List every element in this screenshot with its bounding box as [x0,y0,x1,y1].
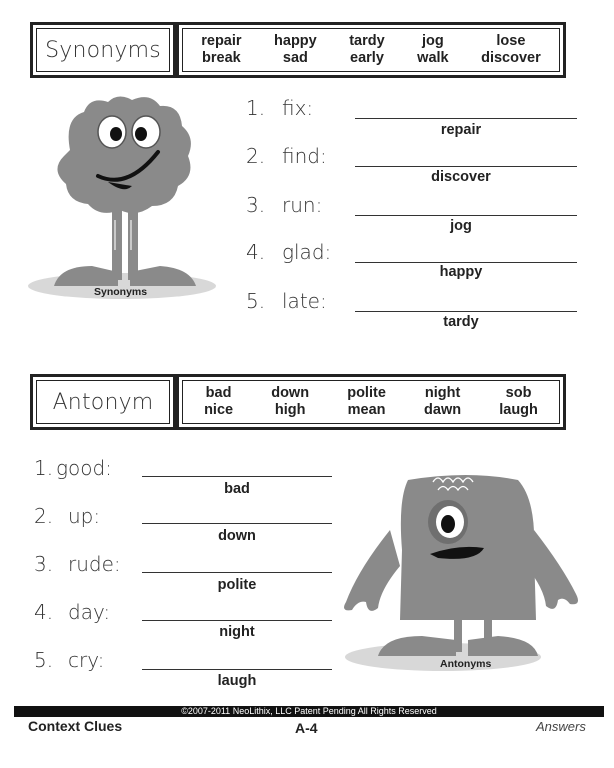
antonym-answer-4: night [219,624,255,640]
footer-label: Answers [536,719,586,734]
question-word: run: [282,193,323,217]
word-bank-word: down [271,385,310,401]
word-pair [424,385,461,419]
question-number: 5. [246,289,266,313]
answer-line [355,166,577,167]
answer-line [355,118,577,119]
question-word: glad: [282,240,332,264]
answer-line [355,215,577,216]
antonym-answer-5: laugh [217,673,257,689]
word-pair [499,385,538,419]
page-number: A-4 [295,720,318,736]
word-bank-word: sob [505,385,532,401]
answer-line [142,523,332,524]
word-bank-word: discover [481,50,541,66]
question-word: fix: [282,96,314,120]
word-bank-word: laugh [499,402,538,418]
answer-line [355,311,577,312]
question-word: late: [282,289,327,313]
copyright-bar: ©2007-2011 NeoLithix, LLC Patent Pending All Rights Reserved [14,706,604,717]
question-number: 1. [246,96,266,120]
question-number: 2. [246,144,266,168]
antonyms-word-bank [176,374,566,430]
word-pair [274,33,317,67]
synonyms-monster-caption: Synonyms [94,286,148,298]
synonyms-monster-illustration [20,90,225,305]
word-bank-word: jog [422,33,444,49]
word-bank-word: happy [274,33,317,49]
word-bank-word: mean [347,402,386,418]
word-pair [349,33,384,67]
answer-line [355,262,577,263]
question-number: 5. [34,648,54,672]
question-word: day: [68,600,111,624]
word-pair [271,385,309,419]
word-bank-word: tardy [349,33,385,49]
word-bank-word: bad [205,385,232,401]
question-number: 3. [246,193,266,217]
answer-line [142,620,332,621]
word-bank-word: polite [347,385,386,401]
antonyms-monster-illustration [338,470,583,685]
antonyms-title-box [30,374,176,430]
antonyms-monster-caption: Antonyms [440,658,492,670]
answer-line [142,669,332,670]
question-word: cry: [68,648,105,672]
antonym-answer-3: polite [217,577,257,593]
question-number: 1. [34,456,54,480]
answer-line [142,476,332,477]
antonym-answer-1: bad [224,481,250,497]
word-pair [417,33,448,67]
word-bank-word: nice [204,402,234,418]
question-word: up: [68,504,101,528]
word-pair [201,33,241,67]
word-bank-word: dawn [424,402,462,418]
word-bank-word: walk [417,50,449,66]
footer-subject: Context Clues [28,718,123,734]
synonym-answer-2: discover [431,169,491,185]
question-number: 4. [246,240,266,264]
antonyms-title: Antonym [36,380,170,424]
synonyms-word-bank [176,22,566,78]
word-pair [204,385,233,419]
word-bank-word: early [350,50,384,66]
synonyms-title: Synonyms [36,28,170,72]
synonym-answer-1: repair [440,122,482,138]
question-number: 2. [34,504,54,528]
question-word: good: [56,456,112,480]
antonym-answer-2: down [218,528,256,544]
answer-line [142,572,332,573]
word-bank-word: night [424,385,461,401]
synonym-answer-5: tardy [443,314,479,330]
synonym-answer-3: jog [450,218,472,234]
word-bank-word: break [202,50,241,66]
synonyms-title-box [30,22,176,78]
word-bank-word: repair [201,33,242,49]
synonym-answer-4: happy [439,264,483,280]
word-bank-word: lose [496,33,526,49]
question-word: find: [282,144,327,168]
word-pair [481,33,541,67]
word-bank-word: sad [282,50,308,66]
question-number: 4. [34,600,54,624]
word-pair [347,385,386,419]
question-word: rude: [68,552,121,576]
word-bank-word: high [274,402,306,418]
question-number: 3. [34,552,54,576]
